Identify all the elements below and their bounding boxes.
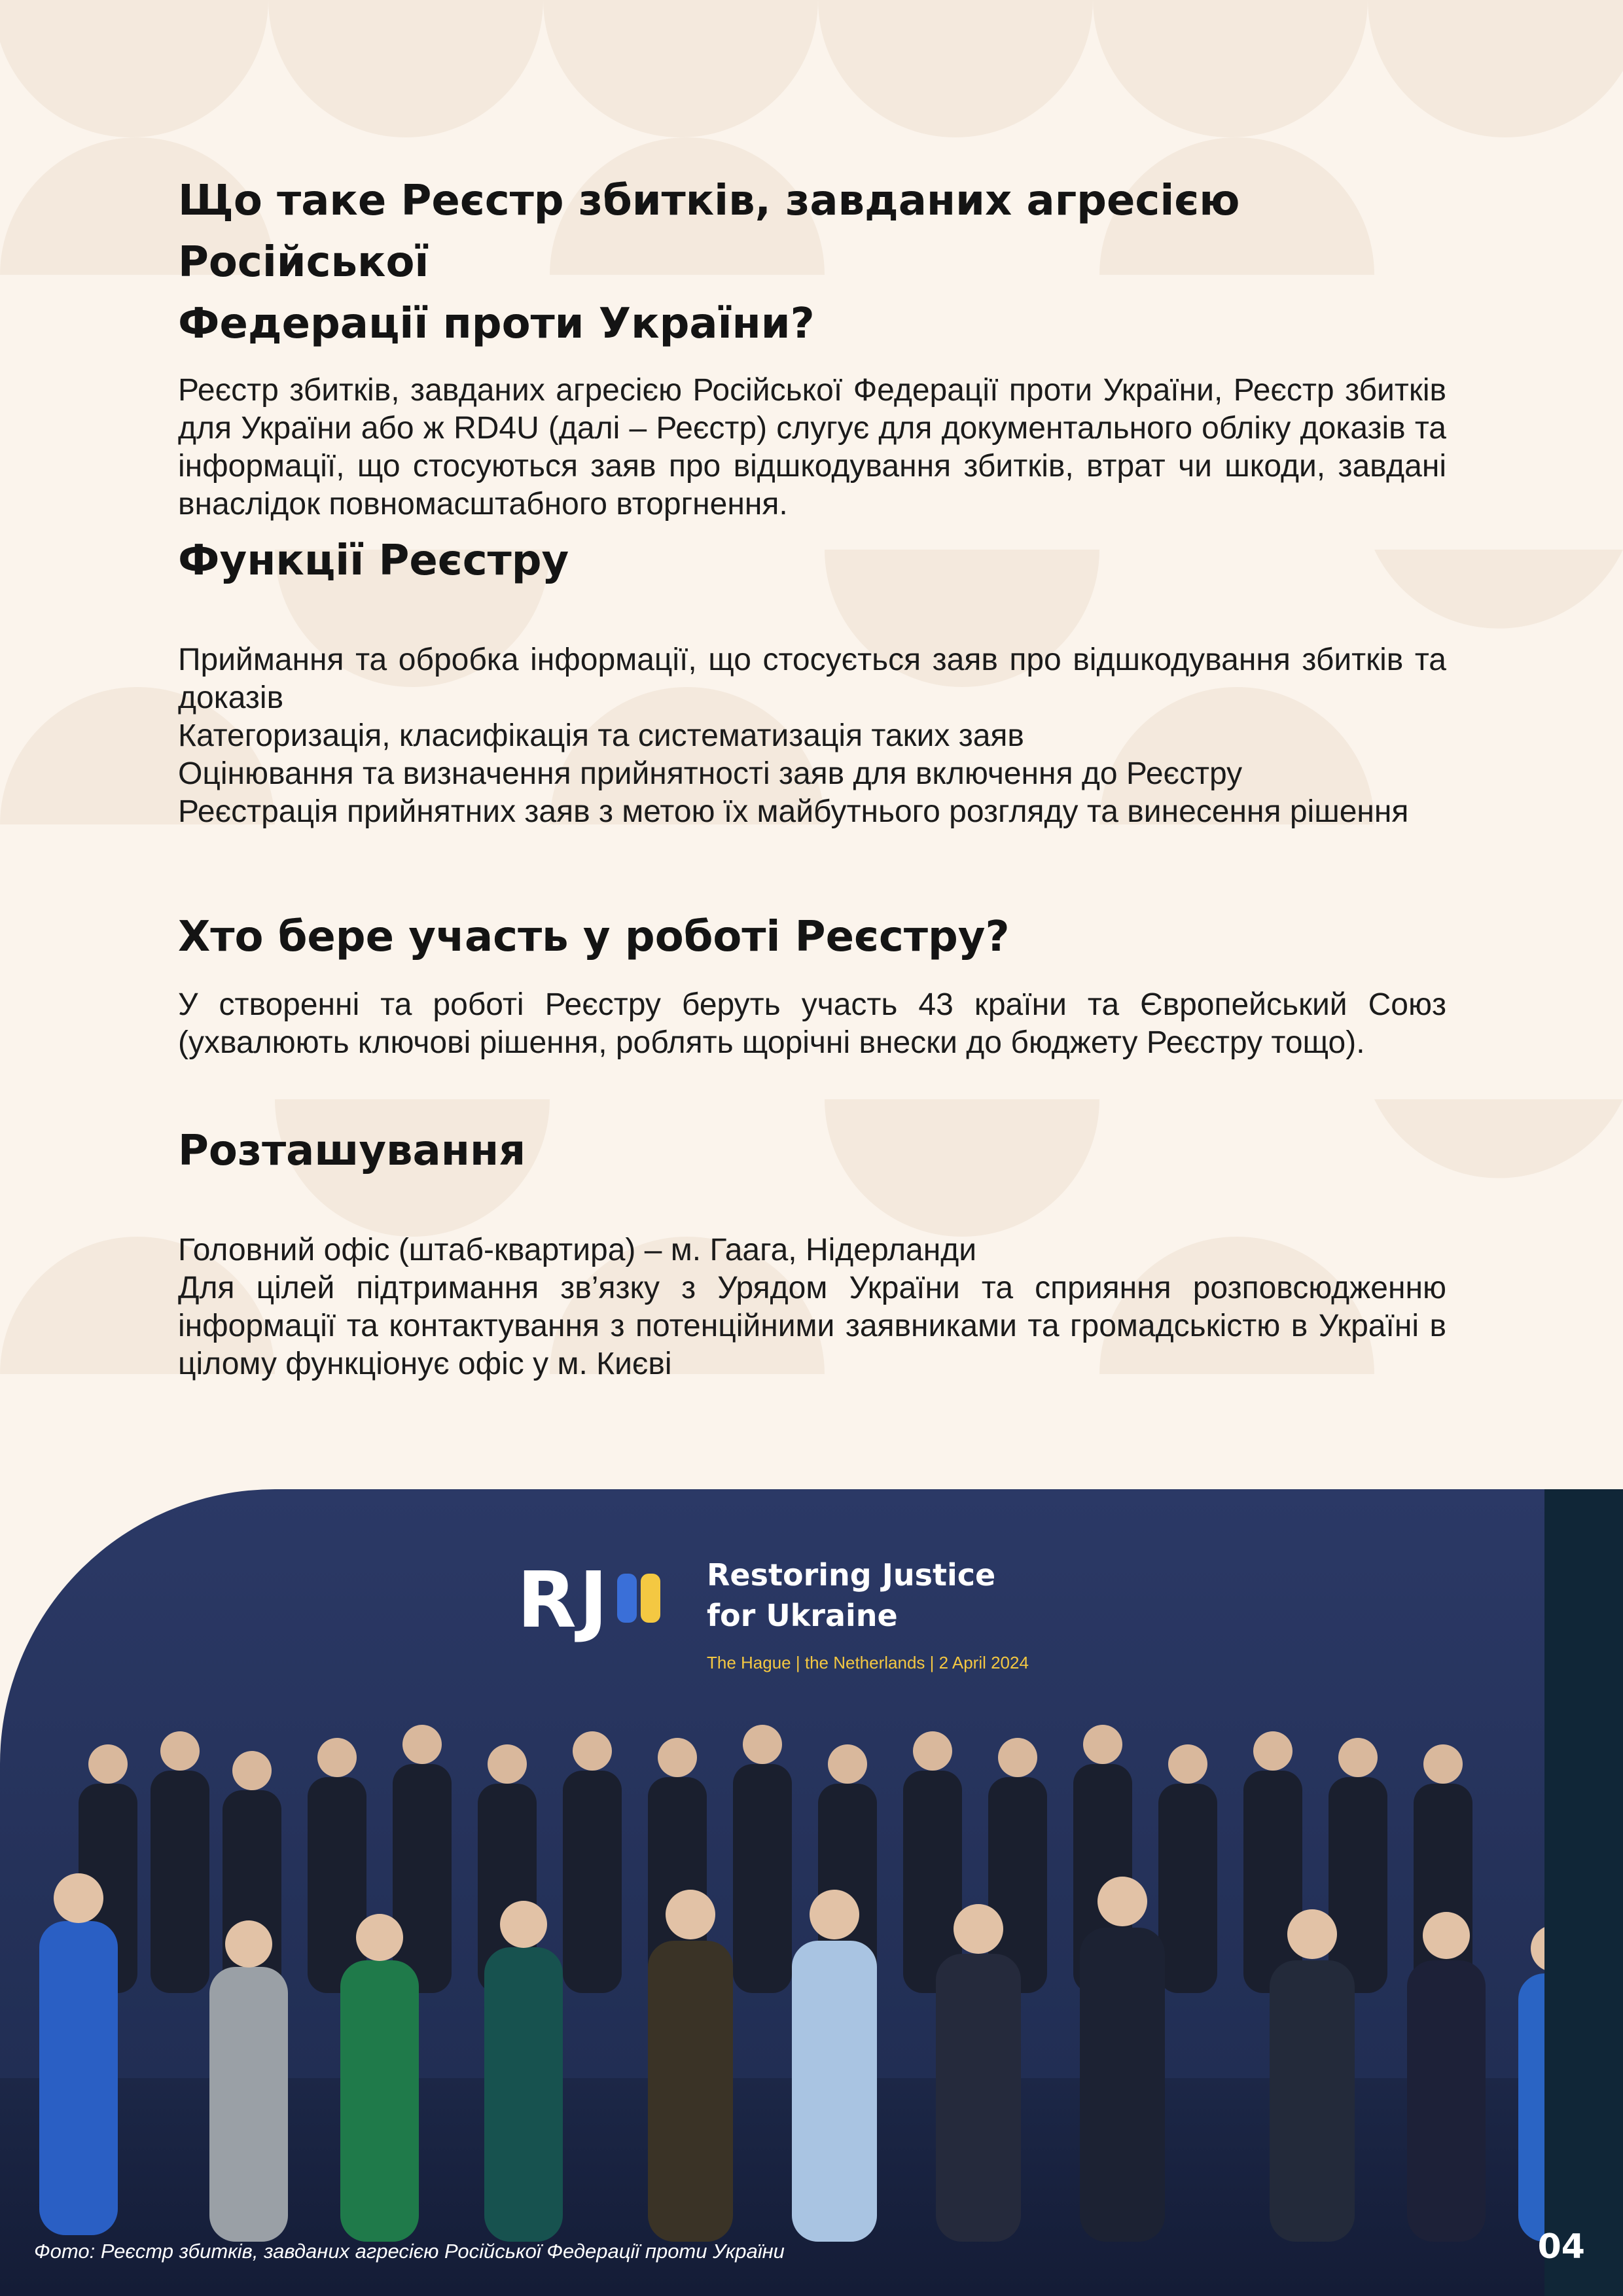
list-item: Оцінювання та визначення прийнятності заяв для включення до Реєстру (178, 756, 1243, 791)
event-logo (517, 1555, 1029, 1672)
page-corner-band (1544, 1489, 1623, 2296)
heading-register-functions: Функції Реєстру (178, 537, 569, 585)
event-text (707, 1555, 1165, 1673)
page-number: 04 (1537, 2227, 1585, 2267)
section-what-is-register (178, 170, 1446, 523)
section-participants (178, 906, 1446, 1062)
heading-participants: Хто бере участь у роботі Реєстру? (178, 913, 1010, 961)
list-item: Категоризація, класифікація та систематизація таких заяв (178, 718, 1024, 753)
list-item: Приймання та обробка інформації, що стосується заяв про відшкодування збитків та доказів (178, 643, 1446, 715)
logo-mark-icon (617, 1567, 663, 1633)
event-title-line: for Ukraine (707, 1598, 898, 1633)
group-photo (0, 1489, 1623, 2296)
section-register-functions (178, 530, 1446, 831)
section-location (178, 1120, 1446, 1383)
list-item: Головний офіс (штаб-квартира) – м. Гаага, Нідерланди (178, 1233, 977, 1267)
photo-caption: Фото: Реєстр збитків, завданих агресією Російської Федерації проти України (34, 2240, 785, 2263)
list-item: Для цілей підтримання зв’язку з Урядом України та сприяння розповсюдженню інформації та контактування з потенційними заявниками та громадськістю в Україні в цілому функціонує офіс у м. Києві (178, 1271, 1446, 1381)
event-title-line: Restoring Justice (707, 1557, 996, 1593)
event-subtitle: The Hague | the Netherlands | 2 April 2024 (707, 1653, 1029, 1672)
heading-location: Розташування (178, 1127, 526, 1175)
logo-letters: RJ (517, 1555, 611, 1645)
photo-rounded-corner (0, 1489, 275, 1764)
heading-what-is-register: Що таке Реєстр збитків, завданих агресією Російської Федерації проти України? (178, 177, 1240, 348)
list-item: Реєстрація прийнятних заяв з метою їх майбутнього розгляду та винесення рішення (178, 794, 1409, 829)
paragraph-what-is-register: Реєстр збитків, завданих агресією Російської Федерації проти України, Реєстр збитків для України або ж RD4U (далі – Реєстр) слугує для документального обліку доказів та інформації, що стосуються заяв про відшкодування збитків, втрат чи шкоди, завдані внаслідок повномасштабного вторгнення. (178, 373, 1446, 521)
paragraph-participants: У створенні та роботі Реєстру беруть участь 43 країни та Європейський Союз (ухвалюють ключові рішення, роблять щорічні внески до бюджету Реєстру тощо). (178, 987, 1446, 1060)
delegates-crowd-illustration (0, 1686, 1623, 2296)
